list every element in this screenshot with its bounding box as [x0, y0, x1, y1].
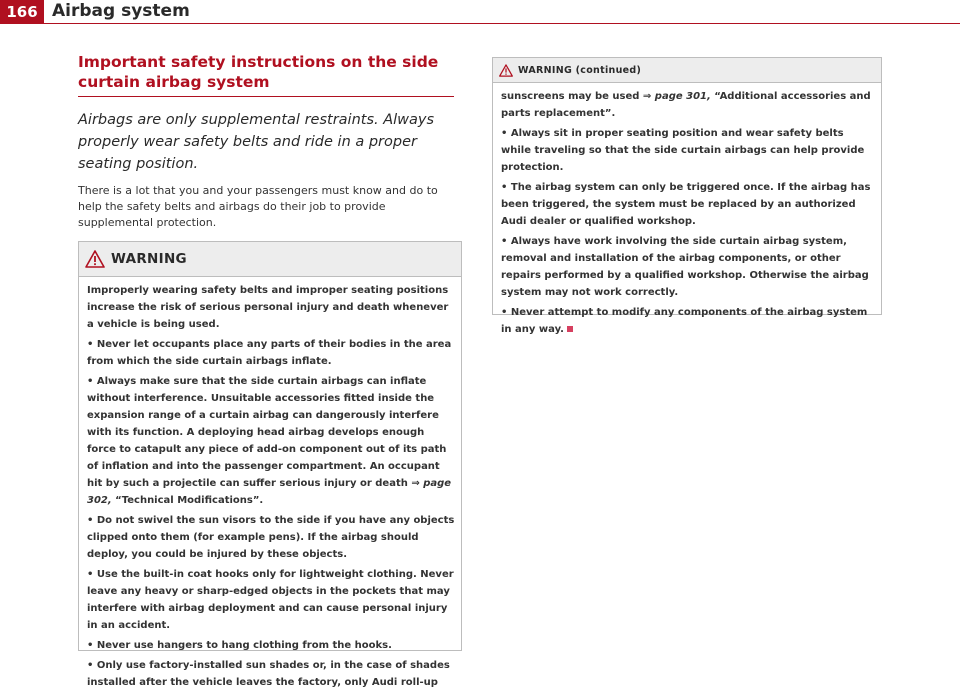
chapter-title: Airbag system: [52, 1, 190, 21]
warning-bullet: • Never let occupants place any parts of their bodies in the area from which the side curtain airbags inflate.: [87, 336, 455, 370]
warning-bullet-text: Always make sure that the side curtain airbags can inflate without interference. Unsuitable accessories fitted inside the expansion range of a curtain airbag can dangerously interfere with its function. A deploying head airbag develops enough force to catapult any piece of add-on component out of its path of inflation and into the passenger compartment. An occupant hit by such a projectile can suffer serious injury or death: [87, 376, 447, 489]
warning-paragraph: Improperly wearing safety belts and improper seating positions increase the risk of serious personal injury and death whenever a vehicle is being used.: [87, 285, 449, 330]
warning-paragraph: [501, 88, 875, 122]
page-reference-link[interactable]: page 302,: [87, 478, 452, 506]
warning-bullet: [501, 304, 875, 338]
section-title-line2: curtain airbag system: [78, 73, 270, 91]
section-rule: [78, 96, 454, 97]
warning-bullet-text: Never attempt to modify any components of the airbag system in any way.: [501, 307, 868, 335]
warning-bullet: • The airbag system can only be triggered once. If the airbag has been triggered, the system must be replaced by an authorized Audi dealer or qualified workshop.: [501, 179, 875, 230]
reference-title: “Technical Modifications”.: [115, 495, 264, 506]
warning-bullet: • Never use hangers to hang clothing from the hooks.: [87, 637, 455, 654]
warning-body: [79, 277, 461, 698]
warning-box-continued: [492, 57, 882, 335]
warning-bullet: [87, 373, 455, 509]
warning-label: WARNING: [111, 251, 187, 267]
warning-triangle-icon: [499, 64, 513, 77]
reference-arrow: ⇒: [411, 478, 420, 489]
warning-bullet: • Do not swivel the sun visors to the side if you have any objects clipped onto them (for example pens). If the airbag should deploy, you could be injured by these objects.: [87, 512, 455, 563]
header-rule: [44, 23, 960, 24]
warning-header-continued: [493, 58, 881, 83]
left-column: [78, 52, 462, 688]
page-number: 166: [0, 0, 44, 24]
warning-body-continued: [493, 83, 881, 345]
warning-bullet: • Always have work involving the side curtain airbag system, removal and installation of the airbag components, or other repairs performed by a qualified workshop. Otherwise the airbag system may not work correctly.: [501, 233, 875, 301]
section-title-line1: Important safety instructions on the side: [78, 53, 439, 71]
warning-bullet: • Only use factory-installed sun shades or, in the case of shades installed after the vehicle leaves the factory, only Audi roll-up: [87, 657, 455, 691]
warning-header: [79, 242, 461, 277]
warning-bullet: • Always sit in proper seating position and wear safety belts while traveling so that the side curtain airbags can help provide protection.: [501, 125, 875, 176]
warning-triangle-icon: [85, 250, 105, 268]
right-column: [492, 57, 882, 335]
end-square-icon: [567, 326, 573, 332]
warning-bullet: • Use the built-in coat hooks only for lightweight clothing. Never leave any heavy or sharp-edged objects in the pockets that may interfere with airbag deployment and can cause personal injury in an accident.: [87, 566, 455, 634]
warning-box: [78, 241, 462, 688]
section-title: [78, 52, 462, 92]
reference-title: “Additional accessories and parts replacement”.: [501, 91, 871, 119]
intro-text: Airbags are only supplemental restraints. Always properly wear safety belts and ride in a proper seating position.: [78, 112, 435, 172]
warning-text: sunscreens may be used: [501, 91, 640, 102]
page-reference-link[interactable]: page 301,: [654, 91, 711, 102]
body-text: There is a lot that you and your passengers must know and do to help the safety belts and airbags do their job to provide supplemental protection.: [78, 184, 438, 229]
warning-label-continued: WARNING (continued): [518, 64, 642, 76]
reference-arrow: ⇒: [642, 91, 652, 102]
